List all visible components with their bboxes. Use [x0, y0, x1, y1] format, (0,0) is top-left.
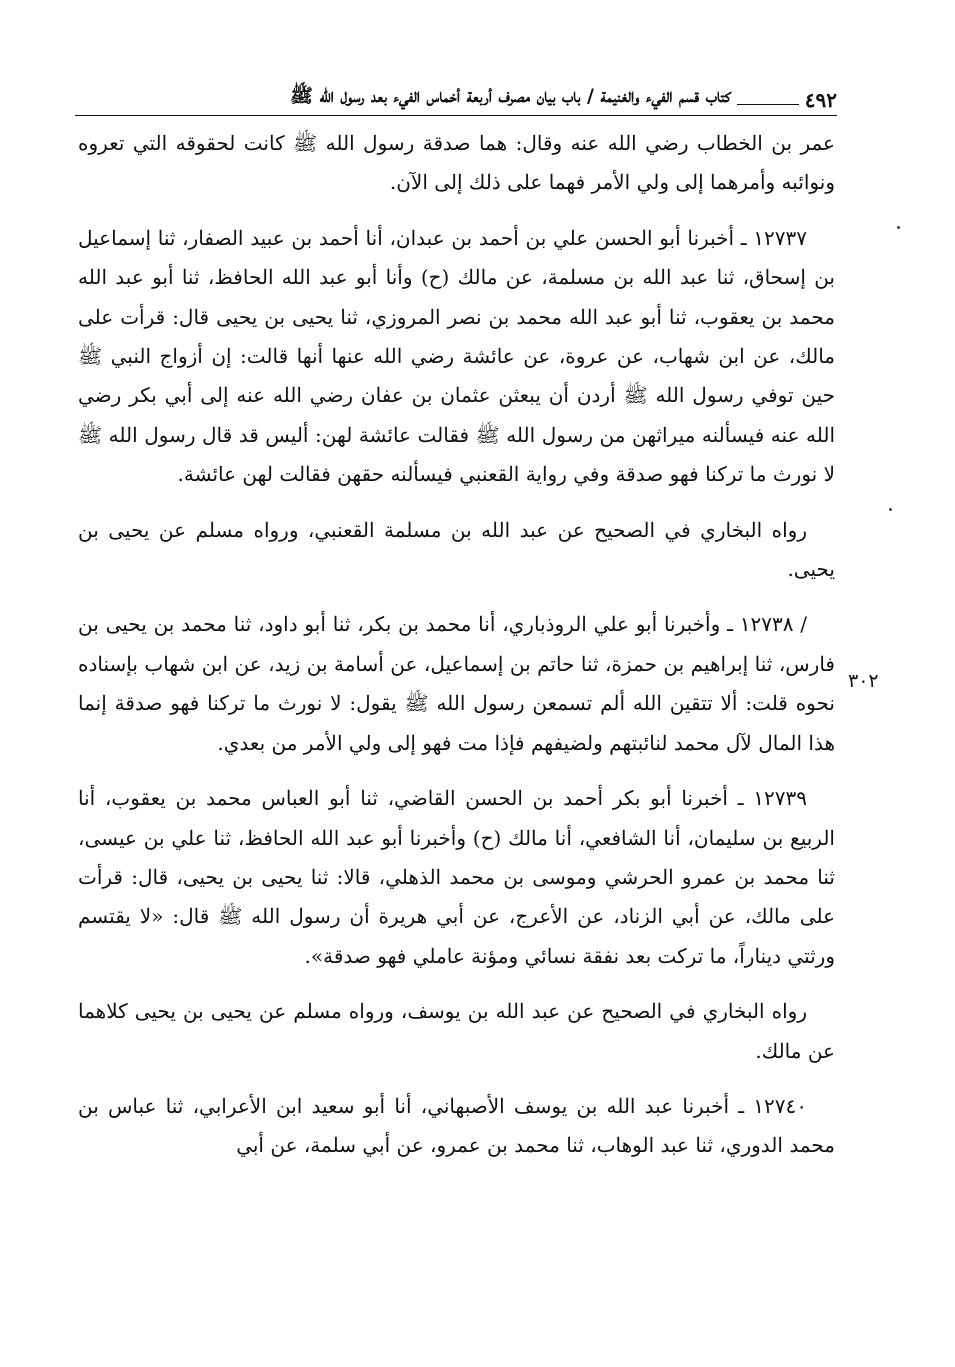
scan-speck — [897, 226, 900, 229]
running-header — [75, 80, 837, 112]
body-text — [78, 124, 835, 1166]
header-dash-rule — [737, 104, 799, 105]
paragraph-continuation: عمر بن الخطاب رضي الله عنه وقال: هما صدقة رسول الله ﷺ كانت لحقوقه التي تعروه ونوائبه وأمرهما إلى ولي الأمر فهما على ذلك إلى الآن. — [78, 131, 835, 195]
margin-page-reference: ٣٠٢ — [848, 670, 879, 692]
hadith-12737: ١٢٧٣٧ ـ أخبرنا أبو الحسن علي بن أحمد بن عبدان، أنا أحمد بن عبيد الصفار، ثنا إسماعيل بن إسحاق، ثنا عبد الله بن مسلمة، عن مالك (ح) وأنا أبو عبد الله الحافظ، ثنا أبو عبد الله محمد بن يعقوب، ثنا أبو عبد الله محمد بن نصر المروزي، ثنا يحيى بن يحيى قال: قرأت على مالك، عن ابن شهاب، عن عروة، عن عائشة رضي الله عنها أنها قالت: إن أزواج النبي ﷺ حين توفي رسول الله ﷺ أردن أن يبعثن عثمان بن عفان رضي الله عنه إلى أبي بكر رضي الله عنه فيسألنه ميراثهن من رسول الله ﷺ فقالت عائشة لهن: أليس قد قال رسول الله ﷺ لا نورث ما تركنا فهو صدقة وفي رواية القعنبي فيسألنه حقهن فقالت لهن عائشة. — [78, 225, 835, 487]
hadith-12738: / ١٢٧٣٨ ـ وأخبرنا أبو علي الروذباري، أنا محمد بن بكر، ثنا أبو داود، ثنا محمد بن يحيى بن فارس، ثنا إبراهيم بن حمزة، ثنا حاتم بن إسماعيل، عن أسامة بن زيد، عن ابن شهاب بإسناده نحوه قلت: ألا تتقين الله ألم تسمعن رسول الله ﷺ يقول: لا نورث ما تركنا فهو صدقة إنما هذا المال لآل محمد لنائبتهم ولضيفهم فإذا مت فهو إلى ولي الأمر من بعدي. — [78, 612, 835, 755]
chapter-title: كتاب قسم الفيء والغنيمة / باب بيان مصرف أربعة أخماس الفيء بعد رسول الله ﷺ — [289, 85, 731, 107]
takhrij-12739: رواه البخاري في الصحيح عن عبد الله بن يوسف، ورواه مسلم عن يحيى بن يحيى كلاهما عن مالك. — [78, 999, 835, 1063]
hadith-12740: ١٢٧٤٠ ـ أخبرنا عبد الله بن يوسف الأصبهاني، أنا أبو سعيد ابن الأعرابي، ثنا عباس بن محمد الدوري، ثنا عبد الوهاب، ثنا محمد بن عمرو، عن أبي سلمة، عن أبي — [78, 1093, 835, 1158]
header-divider — [75, 115, 837, 116]
hadith-12739: ١٢٧٣٩ ـ أخبرنا أبو بكر أحمد بن الحسن القاضي، ثنا أبو العباس محمد بن يعقوب، أنا الربيع بن سليمان، أنا الشافعي، أنا مالك (ح) وأخبرنا أبو عبد الله الحافظ، ثنا علي بن عيسى، ثنا محمد بن عمرو الحرشي وموسى بن محمد الذهلي، قالا: ثنا يحيى بن يحيى، قال: قرأت على مالك، عن أبي الزناد، عن الأعرج، عن أبي هريرة أن رسول الله ﷺ قال: «لا يقتسم ورثتي ديناراً، ما تركت بعد نفقة نسائي ومؤنة عاملي فهو صدقة». — [78, 786, 835, 968]
page-number: ٤٩٢ — [804, 88, 837, 112]
takhrij-12737: رواه البخاري في الصحيح عن عبد الله بن مسلمة القعنبي، ورواه مسلم عن يحيى بن يحيى. — [78, 517, 835, 582]
scan-speck — [889, 508, 892, 511]
